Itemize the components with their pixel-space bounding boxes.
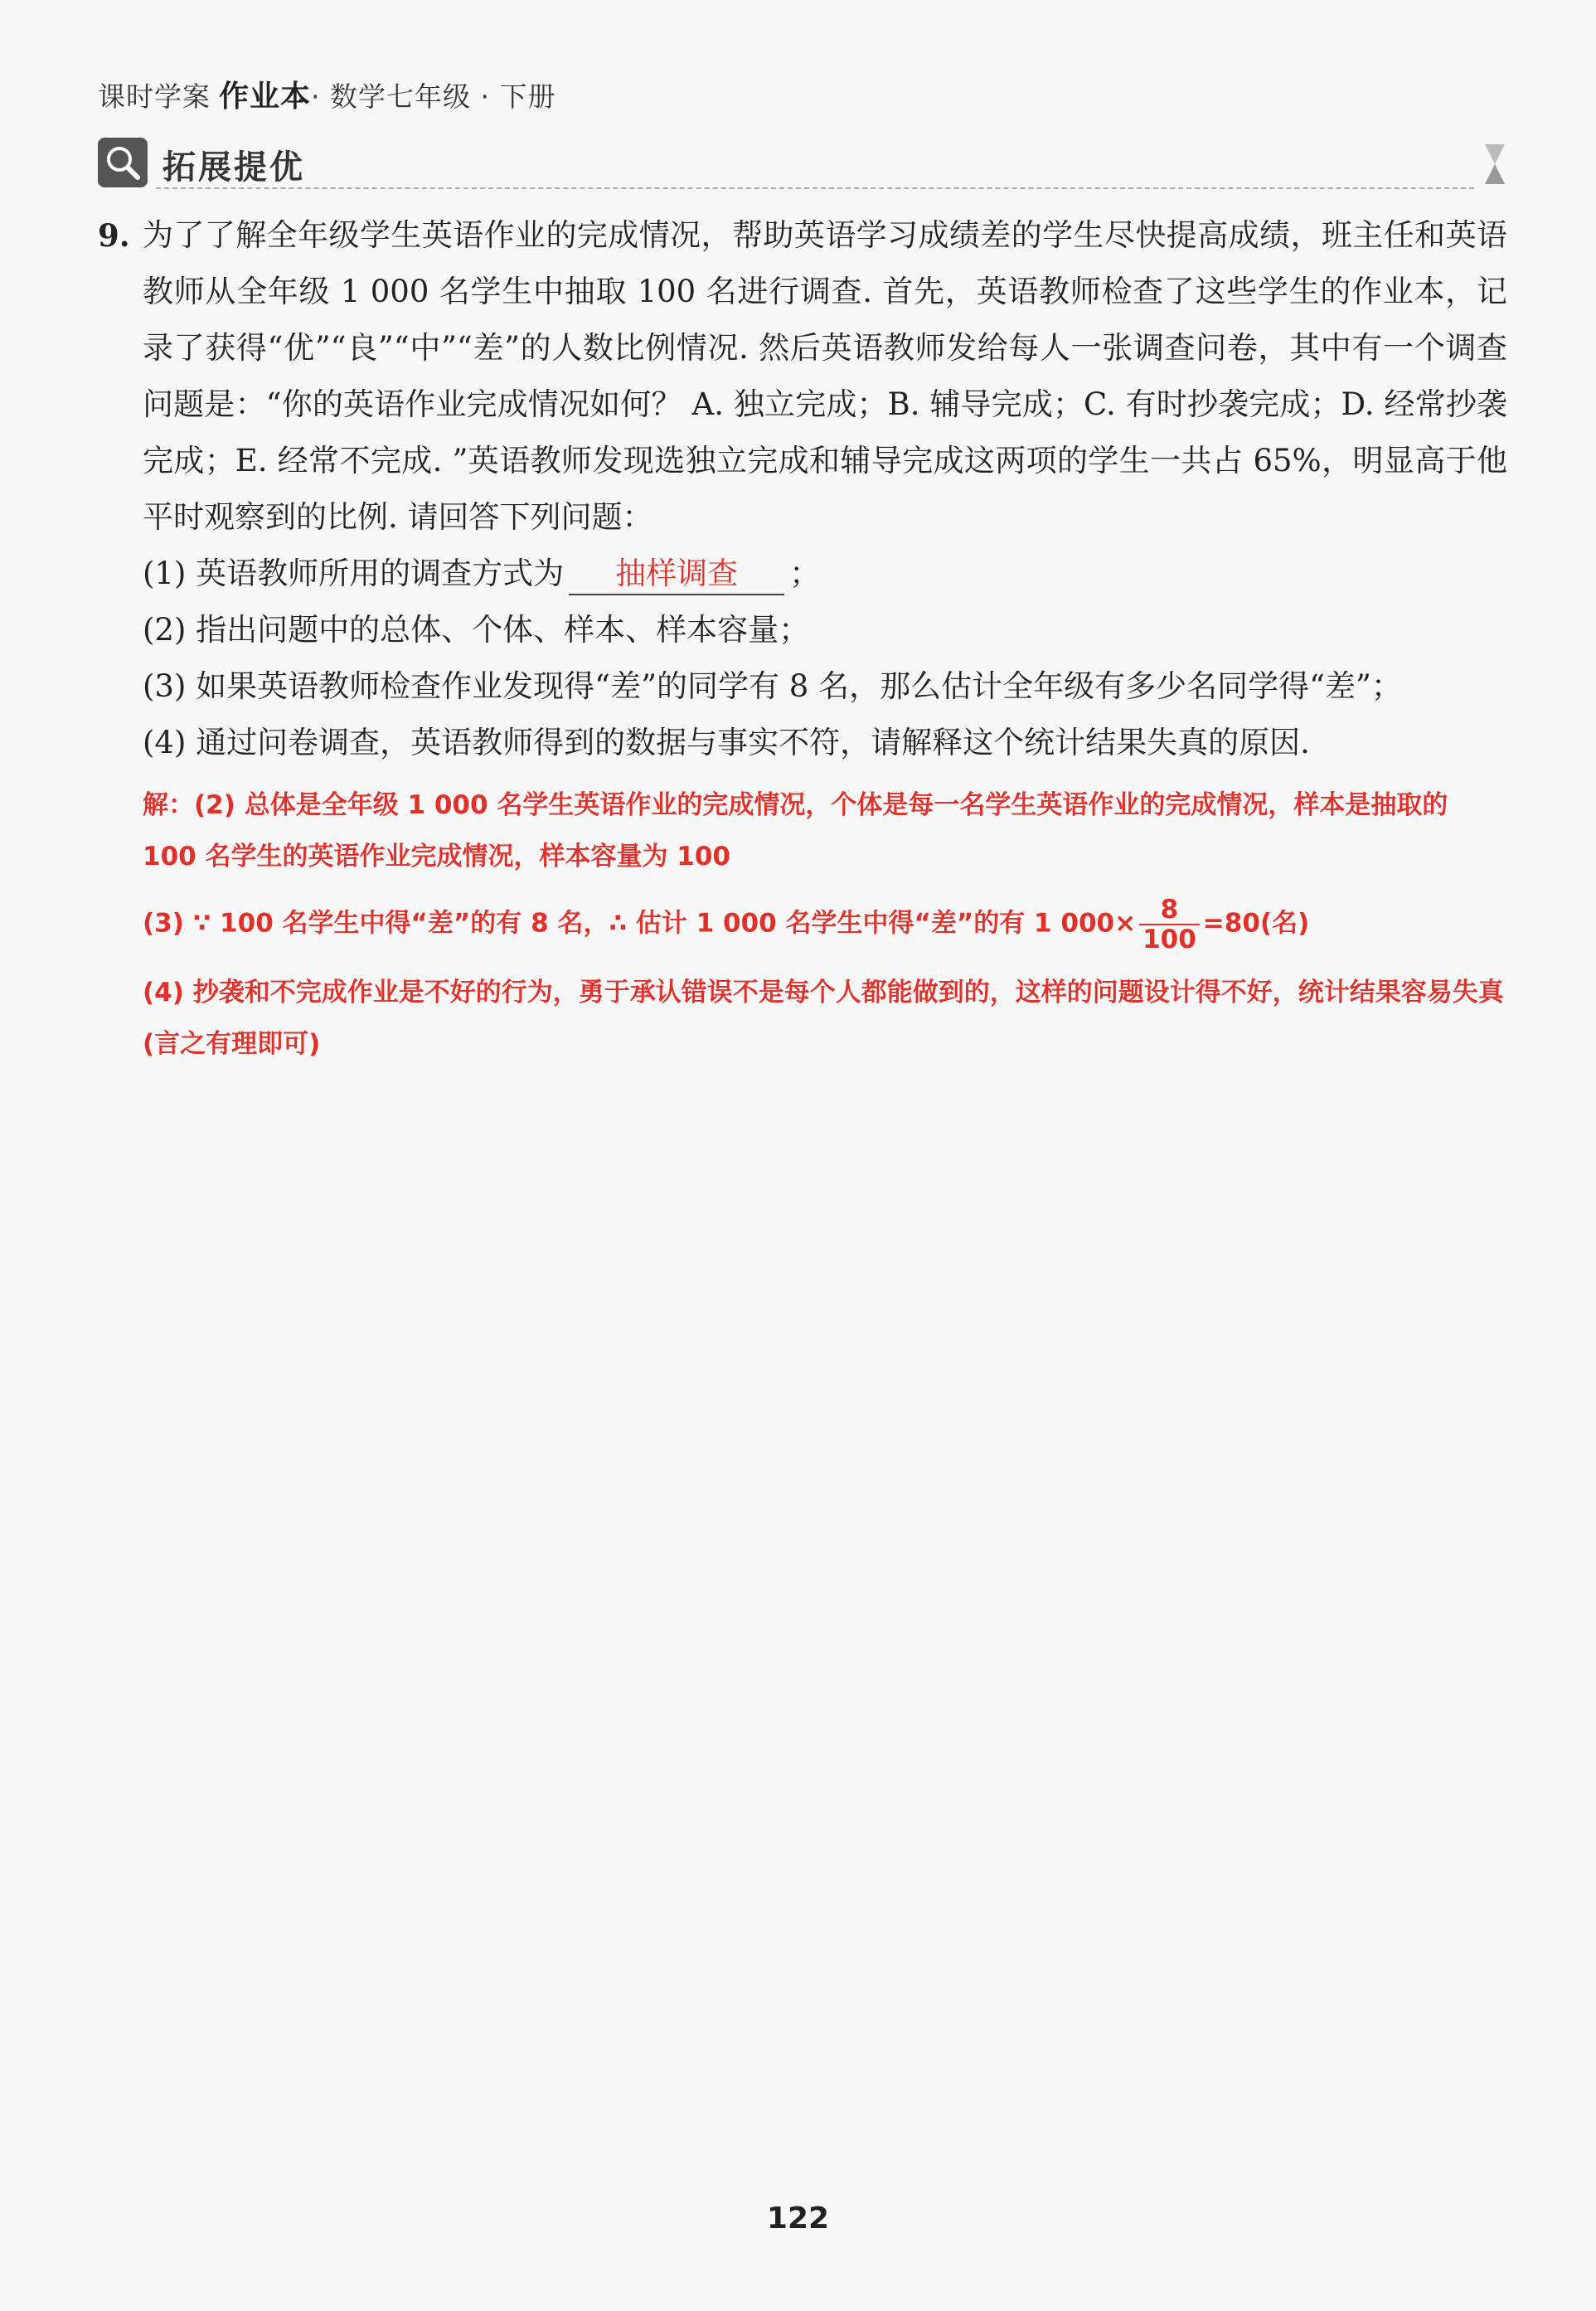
section-bar [98,133,1507,191]
answer-3 [143,896,1507,954]
question-block [98,207,1507,1070]
fraction-denominator: 100 [1142,925,1196,954]
sub-question-2: (2) 指出问题中的总体、个体、样本、样本容量； [143,612,810,648]
magnifier-icon [98,138,148,187]
header-prefix: 课时学案 [98,80,211,113]
question-number: 9. [98,217,130,254]
sub-question-3: (3) 如果英语教师检查作业发现得“差”的同学有 8 名，那么估计全年级有多少名同学得“差”； [143,668,1402,704]
header-suffix: · 数学七年级 · 下册 [311,80,556,113]
sub-question-4: (4) 通过问卷调查，英语教师得到的数据与事实不符，请解释这个统计结果失真的原因. [143,725,1310,760]
sub1-suffix: ； [789,556,821,591]
fraction-numerator: 8 [1139,896,1200,925]
hourglass-icon [1482,143,1507,186]
answer-3-result: =80(名) [1202,908,1310,939]
sub-question-1 [143,546,1507,602]
sub1-answer-blank: 抽样调查 [569,554,784,595]
answer-4: (4) 抄袭和不完成作业是不好的行为，勇于承认错误不是每个人都能做到的，这样的问题设计得不好，统计结果容易失真(言之有理即可) [143,978,1504,1059]
page-number: 122 [766,2202,830,2236]
answer-2: 解：(2) 总体是全年级 1 000 名学生英语作业的完成情况，个体是每一名学生英语作业的完成情况，样本是抽取的 100 名学生的英语作业完成情况，样本容量为 100 [143,790,1448,871]
answer-3-text: (3) ∵ 100 名学生中得“差”的有 8 名，∴ 估计 1 000 名学生中得“差”的有 1 000× [143,908,1137,939]
sub1-text: (1) 英语教师所用的调查方式为 [143,556,565,591]
answer-block [143,779,1507,1070]
header-brand: 作业本 [219,80,312,114]
answer-3-fraction [1139,896,1200,954]
running-header [98,73,555,115]
section-divider [156,187,1474,189]
section-title: 拓展提优 [163,148,305,187]
question-stem: 为了了解全年级学生英语作业的完成情况，帮助英语学习成绩差的学生尽快提高成绩，班主任和英语教师从全年级 1 000 名学生中抽取 100 名进行调查. 首先，英语教师检查了这些学生的作业本，记录了获得“优”“良”“中”“差”的人数比例情况. 然后英语教师发给每人一张调查问卷，其中有一个调查问题是：“你的英语作业完成情况如何？ A. 独立完成；B. 辅导完成；C. 有时抄袭完成；D. 经常抄袭完成；E. 经常不完成. ”英语教师发现选独立完成和辅导完成这两项的学生一共占 65%，明显高于他平时观察到的比例. 请回答下列问题： [143,217,1507,535]
